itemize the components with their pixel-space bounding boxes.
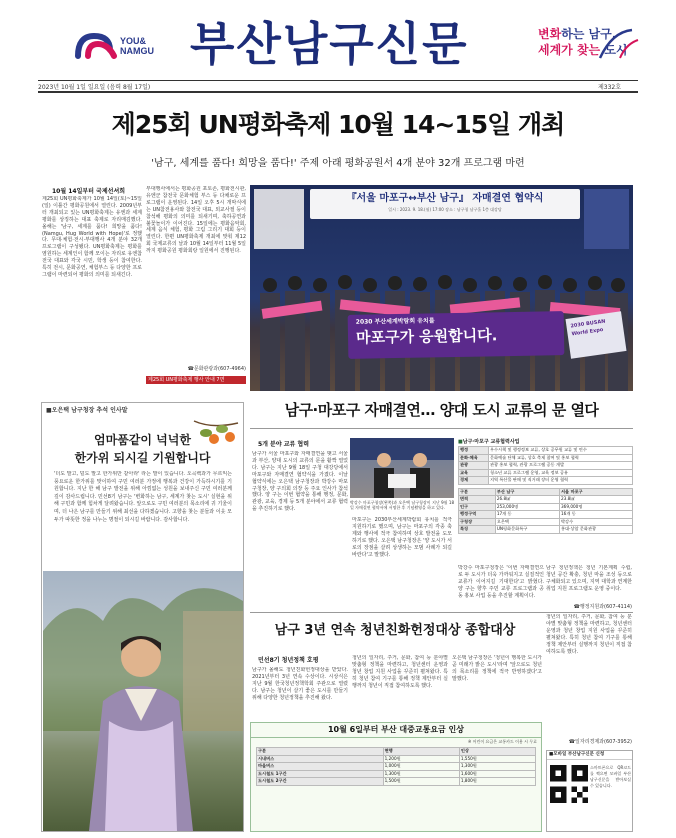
- table-cell: 오은택: [495, 518, 559, 526]
- exchange-table-row: [459, 477, 633, 485]
- slogan-2b: 도시: [604, 43, 628, 57]
- table-cell: 1,200원: [383, 755, 459, 763]
- sister-article-headline: 남구·마포구 자매결연… 양대 도시 교류의 문 열다: [284, 401, 599, 419]
- fare-title: 10월 6일부터 부산 대중교통요금 인상: [251, 723, 541, 738]
- youth-article-body1: 남구가 올해도 청년친화헌정대상을 받았다. 2021년부터 3년 연속 수상이다. 시상식은 지난 9월 한국청년정책학회 주관으로 열렸다. 남구는 청년이 살기 좋은 도시를 만들기 위해 다양한 청년정책을 추진해 왔다.: [252, 667, 348, 701]
- persimmon-branch-icon: [192, 417, 240, 453]
- qr-label: [547, 751, 632, 760]
- un-article-col1: 제25회 UN평화축제가 10월 14일(토)~15일(일) 이틀간 평화공원에서 열린다. 2009년부터 개최되고 있는 UN평화축제는 유엔과 세계평화를 상징하는 대표 축제로 자리매김했다. 올해는 '남구, 세계를 품다! 희망을 품다!(Namgu, Hug World with Hope)'로 정했다. 무대·체험·전시·부대행사 4개 분야 32개 프로그램이 구성됐다. UN평화축제는 평화를 염원하는 세계인이 함께 모이는 자리로 유엔참전국 대표와 각국 시민, 학생 등이 참여한다. 특히 전시, 문화공연, 체험부스 등 다양한 프로그램이 마련되어 평화의 의미를 되새긴다.: [42, 196, 142, 278]
- sister-article-body3: 박강수 마포구청장은 '이번 자매결연으로 두 도시가 더욱 가까워지고 실질적인 교류가 이어지길 기대한다'고 밝혔다. 양 구는 향후 주민 교류 프로그램과 공동 홍보 사업 등을 추진할 계획이다.: [458, 565, 544, 599]
- table-cell: 1,300원: [383, 770, 459, 778]
- compare-table-row: [459, 518, 633, 526]
- table-cell: 교육: [459, 469, 489, 477]
- youth-article-kicker: 민선8기 청년정책 호평: [258, 657, 319, 664]
- sister-article-body1: 남구가 서울 마포구와 자매결연을 맺고 서울과 부산, 양대 도시의 교류의 문을 활짝 열었다. 남구는 지난 9월 18일 구청 대강당에서 마포구와 자매결연 협약식을 가졌다. 이날 협약식에는 오은택 남구청장과 박강수 마포구청장, 양 구의회 의장 등 주요 인사가 참석했다. 양 구는 이번 협약을 통해 행정, 문화, 관광, 교육, 경제 등 5개 분야에서 교류 협력을 추진하기로 했다.: [252, 451, 348, 513]
- exchange-table-row: [459, 469, 633, 477]
- slogan-swoosh-icon: [590, 28, 640, 62]
- expo-banner-small: 2030 부산세계박람회 유치를: [355, 317, 435, 326]
- table-cell: 도시철도 1구간: [257, 770, 384, 778]
- square-bullet-icon: ■: [549, 752, 554, 757]
- un-article-kicker: 10월 14일부터 국제선셔희: [52, 188, 126, 195]
- un-article-caption: 제25회 UN평화축제 행사 안내 7면: [146, 376, 246, 384]
- greeting-box: [41, 402, 244, 832]
- exchange-table-row: [459, 447, 633, 455]
- fare-table: [256, 747, 536, 786]
- table-cell: 서울 마포구: [560, 488, 633, 496]
- youth-col4-text: 청년의 일자리, 주거, 문화, 참여 등 분야별 맞춤형 정책을 마련하고, 청년센터 운영과 청년 창업 지원 사업을 꾸준히 펼쳐왔다. 특히 청년 참여 기구를 통해 정책 제안부터 실행까지 청년이 직접 참여하도록 했다.: [546, 614, 632, 655]
- exchange-table-title: [458, 438, 633, 446]
- issue-date: 2023년 10월 1일 일요일 (음력 8월 17일): [38, 84, 151, 91]
- table-cell: 문화·체육: [459, 454, 489, 462]
- compare-table-row: [459, 488, 633, 496]
- logo-text-1: YOU&: [120, 36, 147, 46]
- signing-photo-caption: 박강수 마포구청장(왼쪽)과 오은택 남구청장이 지난 9월 18일 자매결연 협약서에 서명한 후 기념촬영을 하고 있다.: [350, 500, 454, 510]
- qr-body: 스마트폰으로 QR코드를 찍으면 모바일 부산남구신문을 받아보실 수 있습니다.: [590, 765, 631, 788]
- fare-table-row: [257, 770, 536, 778]
- un-contact-text: 문화관광과(607-4964): [193, 366, 246, 372]
- sister-article-body4: [546, 565, 632, 601]
- youth-article-contact: [546, 738, 632, 745]
- expo-banner: [348, 311, 565, 359]
- slogan-1b: 하는 남구,: [561, 27, 617, 41]
- ceremony-banner-title: 『서울 마포구↔부산 남구』 자매결연 협약식: [346, 193, 544, 204]
- un-article-contact: [146, 365, 246, 372]
- exchange-table-row: [459, 462, 633, 470]
- table-cell: 홍대·상암 문화관광: [560, 526, 633, 534]
- table-cell: 관광: [459, 462, 489, 470]
- compare-table-row: [459, 503, 633, 511]
- sister-city-ceremony-photo: [250, 185, 633, 391]
- compare-table-row: [459, 526, 633, 534]
- expo-banner-side: 2030 BUSAN World Expo: [565, 311, 626, 358]
- youth-article-headline: 남구 3년 연속 청년친화헌정대상 종합대상: [274, 623, 516, 638]
- phone-icon: ☎: [573, 604, 580, 610]
- square-bullet-icon: ■: [46, 407, 52, 414]
- table-cell: 구분: [459, 488, 496, 496]
- table-cell: 지역 특산물 판매 및 직거래 장터 운영 협력: [488, 477, 632, 485]
- youth-article-body3: 오은택 남구청장은 '청년이 행복한 도시가 곧 미래가 밝은 도시'라며 '앞으로도 청년의 목소리를 정책에 적극 반영하겠다'고 말했다.: [452, 655, 542, 682]
- square-bullet-icon: ■: [458, 439, 463, 445]
- table-cell: 행정구역: [459, 511, 496, 519]
- table-cell: 1,000원: [383, 763, 459, 771]
- fare-box: [250, 722, 542, 832]
- table-cell: 부산 남구: [495, 488, 559, 496]
- table-cell: 마을버스: [257, 763, 384, 771]
- logo-text-2: NAMGU: [120, 46, 154, 56]
- youth-article-body2: 청년의 일자리, 주거, 문화, 참여 등 분야별 맞춤형 정책을 마련하고, 청년센터 운영과 청년 창업 지원 사업을 꾸준히 펼쳐왔다. 특히 청년 참여 기구를 통해 정책 제안부터 실행까지 청년이 직접 참여하도록 했다.: [352, 655, 448, 689]
- slogan-2a: 세계가 찾는: [538, 43, 605, 57]
- sister-article-kicker: 5개 분야 교류 협력: [258, 441, 310, 448]
- sister-article-contact: [546, 603, 632, 610]
- table-cell: 1,550원: [459, 755, 535, 763]
- fare-note: ※ 어린이 요금은 교통카드 이용 시 무료: [468, 739, 537, 744]
- issue-number: 제332호: [598, 84, 622, 91]
- compare-table-row: [459, 496, 633, 504]
- masthead: [0, 0, 676, 80]
- greeting-body: '더도 말고, 덜도 말고 한가위만 같아라' 라는 말이 있습니다. 오곡백과가 무르익는 풍요로운 한가위를 맞이하여 구민 여러분 가정에 행복과 건강이 가득하시기를 기원합니다. 지난 한 해 남구 발전을 위해 아낌없는 성원을 보내주신 구민 여러분께 깊이 감사드립니다. 민선8기 남구는 '변화하는 남구, 세계가 찾는 도시' 실현을 위해 구민과 함께 힘차게 달려왔습니다. 앞으로도 구민 여러분의 목소리에 귀 기울이며, 더 나은 남구를 만들기 위해 최선을 다하겠습니다. 고향을 찾는 분들과 이웃 모두가 따뜻한 정을 나누는 명절이 되시길 바랍니다. 감사합니다.: [54, 471, 232, 523]
- table-cell: 현행: [383, 748, 459, 756]
- table-cell: 26.8㎢: [495, 496, 559, 504]
- table-cell: 문화예술 단체 교류, 상호 축제 참여 및 홍보 협력: [488, 454, 632, 462]
- sister-article-body2: 마포구는 2030부산세계박람회 유치를 적극 지원하기로 했으며, 남구는 마포구의 각종 축제와 행사에 적극 참여하며 상호 발전을 도모하기로 했다. 오은택 남구청장은 '양 도시가 서로의 장점을 살려 상생하는 모범 사례가 되길 바란다'고 말했다.: [352, 517, 452, 558]
- greeting-title-line2: 한가위 되시길 기원합니다: [74, 451, 211, 465]
- table-cell: 구분: [257, 748, 384, 756]
- ceremony-banner: [310, 189, 580, 219]
- table-cell: 1,800원: [459, 778, 535, 786]
- compare-table-row: [459, 511, 633, 519]
- namgu-logo-icon: [74, 30, 120, 62]
- table-cell: 인구: [459, 503, 496, 511]
- table-cell: 17개 동: [495, 511, 559, 519]
- signing-photo: [350, 438, 454, 498]
- expo-banner-main: 마포구가 응원합니다.: [355, 326, 498, 347]
- un-article-col2: 부대행사에서는 평화공원 포토존, 평화전시관, 유엔군 참전국 문화체험 부스 등 다채로운 프로그램이 운영된다. 14일 오후 5시 개막식에는 UN참전용사와 참전국 대표, 외교사절 등이 참석해 평화의 의미를 되새기며, 축하공연과 불꽃놀이가 이어진다. 15일에는 평화음악회, 세계 음식 체험, 평화 그림 그리기 대회 등이 열린다. 한편 UN평화축제 개최에 맞춰 제12회 국제교류의 날과 10월 14일부터 11월 5일까지 평화공원 평화회랑 일원에서 진행된다.: [146, 186, 246, 255]
- main-subheadline: '남구, 세계를 품다! 희망을 품다!' 주제 아래 평화공원서 4개 분야 32개 프로그램 마련: [151, 158, 525, 169]
- ceremony-banner-sub: 일시 : 2023. 9. 18.(월) 17:00 장소 : 남구청 남구홀 1층 대강당: [388, 207, 502, 212]
- table-cell: 청소년 교류 프로그램 운영, 교육 정보 공유: [488, 469, 632, 477]
- qr-label-text: 모바일 부산남구신문 신청: [553, 752, 605, 757]
- table-cell: UN평화문화특구: [495, 526, 559, 534]
- fare-table-row: [257, 763, 536, 771]
- exchange-table-box: [458, 438, 633, 562]
- compare-table: [458, 488, 633, 534]
- greeting-tag-text: 오은택 남구청장 추석 인사말: [51, 407, 128, 414]
- youth-article-body5: [546, 614, 632, 736]
- table-cell: 1,300원: [459, 763, 535, 771]
- phone-icon: ☎: [568, 739, 576, 745]
- slogan-1a: 변화: [538, 27, 562, 41]
- sister-article-body4-text: 남구 청년정책은 청년 기본계획 수립, 청년 공간 확충, 청년 마을 조성 등으로 구체화되고 있으며, 지역 대학과 연계한 취업 지원 프로그램도 운영 중이다.: [546, 565, 632, 592]
- table-cell: 경제: [459, 477, 489, 485]
- table-cell: 구청장: [459, 518, 496, 526]
- logo: [74, 30, 154, 62]
- table-cell: 특징: [459, 526, 496, 534]
- table-cell: 행정: [459, 447, 489, 455]
- table-cell: 도시철도 2구간: [257, 778, 384, 786]
- exchange-title-text: 남구·마포구 교류협력사업: [462, 439, 520, 445]
- qr-box: [546, 750, 633, 832]
- table-cell: 369,000명: [560, 503, 633, 511]
- table-cell: 인상: [459, 748, 535, 756]
- table-cell: 1,600원: [459, 770, 535, 778]
- fare-table-row: [257, 748, 536, 756]
- greeting-tag: [46, 407, 128, 415]
- table-cell: 박강수: [560, 518, 633, 526]
- table-cell: 1,500원: [383, 778, 459, 786]
- table-cell: 253,000명: [495, 503, 559, 511]
- phone-icon: ☎: [187, 366, 194, 372]
- masthead-title: 부산남구신문: [190, 17, 469, 71]
- table-cell: 관광 홍보 협력, 관광 프로그램 공동 개발: [488, 462, 632, 470]
- table-cell: 23.8㎢: [560, 496, 633, 504]
- youth-contact-text: 일자리경제과(607-3952): [575, 739, 632, 745]
- table-cell: 우수시책 및 행정정보 교류, 상호 공무원 교류 및 연수: [488, 447, 632, 455]
- fare-table-row: [257, 755, 536, 763]
- mayor-photo: [43, 571, 243, 831]
- greeting-title-line1: 엄마품같이 넉넉한: [94, 433, 191, 447]
- exchange-table: [458, 446, 633, 485]
- table-cell: 시내버스: [257, 755, 384, 763]
- table-cell: 16개 동: [560, 511, 633, 519]
- exchange-table-row: [459, 454, 633, 462]
- sister-contact-text: 행정지원과(607-4114): [579, 604, 632, 610]
- table-cell: 면적: [459, 496, 496, 504]
- qr-code-icon[interactable]: [550, 765, 588, 803]
- main-headline: 제25회 UN평화축제 10월 14~15일 개최: [111, 110, 565, 139]
- fare-table-row: [257, 778, 536, 786]
